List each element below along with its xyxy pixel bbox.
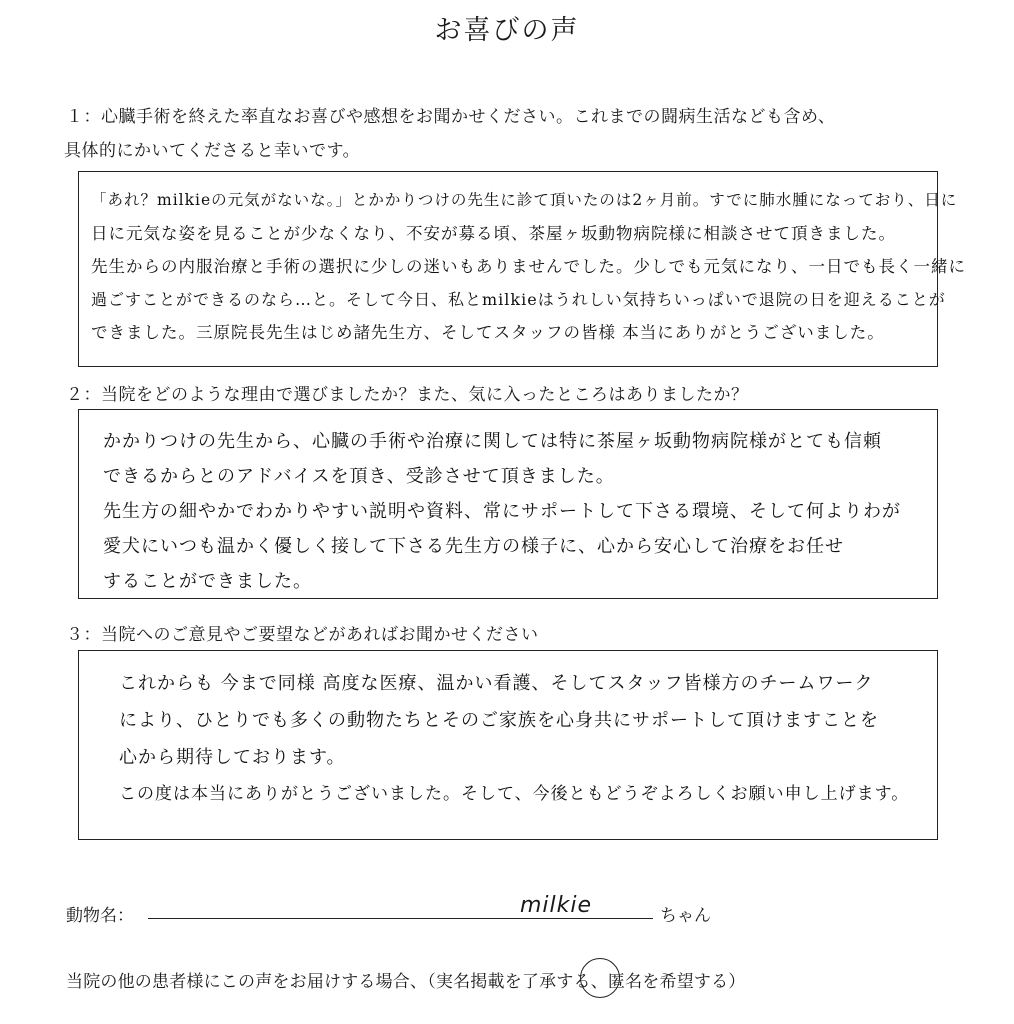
pet-name-suffix: ちゃん bbox=[660, 906, 711, 926]
page-title: お喜びの声 bbox=[434, 15, 580, 46]
question-1-label bbox=[66, 100, 835, 168]
answer-1-box bbox=[78, 171, 966, 367]
answer-3-line: により、ひとりでも多くの動物たちとそのご家族を心身共にサポートして頂けますことを bbox=[119, 710, 879, 731]
pet-name-value: milkie bbox=[520, 893, 593, 918]
answer-1-text bbox=[91, 184, 966, 349]
consent-text: 当院の他の患者様にこの声をお届けする場合、（実名掲載を了承する、匿名を希望する） bbox=[66, 972, 746, 992]
answer-3-line: 心から期待しております。 bbox=[119, 747, 346, 768]
consent-selection-circle bbox=[580, 958, 620, 998]
answer-2-box bbox=[78, 409, 938, 599]
answer-3-text bbox=[119, 665, 909, 813]
pet-name-label: 動物名： bbox=[66, 906, 134, 926]
answer-2-text bbox=[103, 424, 901, 599]
question-3-label: ３：当院へのご意見やご要望などがあればお聞かせください bbox=[66, 625, 539, 645]
answer-2-line: 先生方の細やかでわかりやすい説明や資料、常にサポートして下さる環境、そして何よりわが bbox=[103, 501, 901, 522]
answer-2-line: 愛犬にいつも温かく優しく接して下さる先生方の様子に、心から安心して治療をお任せ bbox=[103, 536, 844, 557]
answer-3-line: この度は本当にありがとうございました。そして、今後ともどうぞよろしくお願い申し上げます。 bbox=[119, 784, 910, 804]
pet-name-underline bbox=[148, 918, 653, 919]
answer-2-line: することができました。 bbox=[103, 571, 312, 592]
answer-3-line: これからも 今まで同様 高度な医療、温かい看護、そしてスタッフ皆様方のチームワーク bbox=[119, 673, 874, 694]
answer-1-line: 日に元気な姿を見ることが少なくなり、不安が募る頃、茶屋ヶ坂動物病院様に相談させて頂きました。 bbox=[91, 224, 896, 243]
question-2-label: ２：当院をどのような理由で選びましたか？また、気に入ったところはありましたか？ bbox=[66, 385, 749, 405]
answer-2-line: かかりつけの先生から、心臓の手術や治療に関しては特に茶屋ヶ坂動物病院様がとても信頼 bbox=[103, 431, 882, 452]
answer-1-line: 「あれ？milkieの元気がないな。」とかかりつけの先生に診て頂いたのは2ヶ月前。すでに肺水腫になっており、日に bbox=[91, 191, 958, 209]
answer-1-line: 先生からの内服治療と手術の選択に少しの迷いもありませんでした。少しでも元気になり、一日でも長く一緒に bbox=[91, 257, 966, 276]
answer-1-line: できました。三原院長先生はじめ諸先生方、そしてスタッフの皆様 本当にありがとうございました。 bbox=[91, 323, 885, 342]
question-1-line-2: 具体的にかいてくださると幸いです。 bbox=[64, 141, 361, 161]
answer-1-line: 過ごすことができるのなら…と。そして今日、私とmilkieはうれしい気持ちいっぱいで退院の日を迎えることが bbox=[91, 290, 946, 309]
answer-2-line: できるからとのアドバイスを頂き、受診させて頂きました。 bbox=[103, 466, 615, 487]
question-1-line-1: １：心臓手術を終えた率直なお喜びや感想をお聞かせください。これまでの闘病生活なども含め、 bbox=[66, 107, 836, 127]
answer-3-box bbox=[78, 650, 938, 840]
